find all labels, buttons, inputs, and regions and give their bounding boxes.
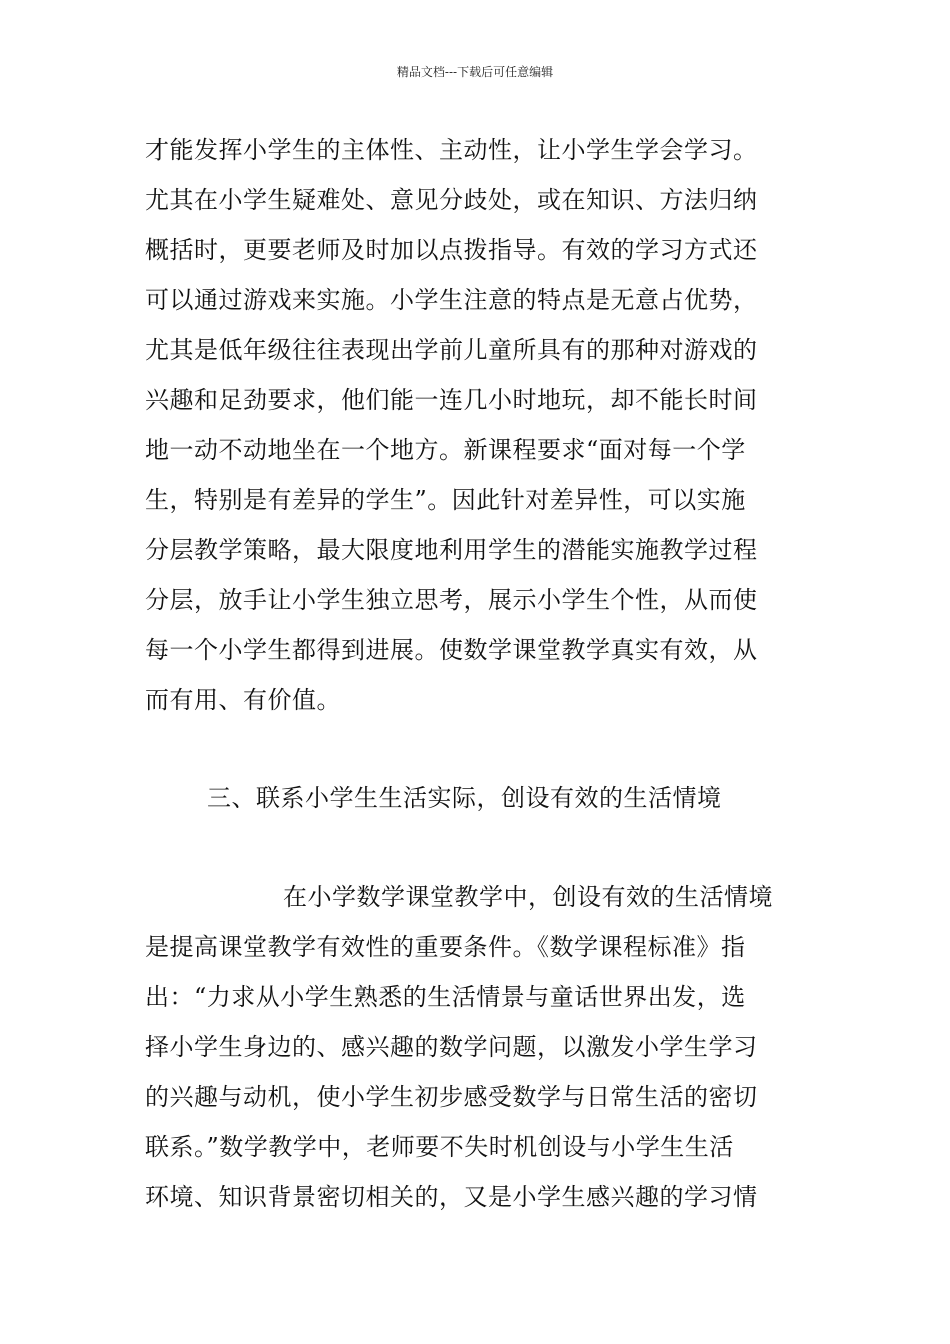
paragraph-line: 尤其是低年级往往表现出学前儿童所具有的那种对游戏的 (145, 336, 758, 364)
paragraph-line: 地一动不动地坐在一个地方。新课程要求“面对每一个学 (145, 436, 746, 464)
paragraph-line: 的兴趣与动机，使小学生初步感受数学与日常生活的密切 (145, 1083, 758, 1111)
paragraph-line: 才能发挥小学生的主体性、主动性，让小学生学会学习。 (145, 136, 758, 164)
section-heading: 三、联系小学生生活实际，创设有效的生活情境 (207, 784, 722, 812)
paragraph-line: 而有用、有价值。 (145, 686, 341, 714)
paragraph-line: 分层教学策略，最大限度地利用学生的潜能实施教学过程 (145, 536, 758, 564)
paragraph-line: 是提高课堂教学有效性的重要条件。《数学课程标准》指 (145, 933, 746, 961)
paragraph-line: 联系。”数学教学中，老师要不失时机创设与小学生生活 (145, 1133, 734, 1161)
paragraph-line: 分层，放手让小学生独立思考，展示小学生个性，从而使 (145, 586, 758, 614)
paragraph-line: 环境、知识背景密切相关的，又是小学生感兴趣的学习情 (145, 1183, 758, 1211)
paragraph-line: 在小学数学课堂教学中，创设有效的生活情境 (283, 883, 773, 911)
paragraph-line: 择小学生身边的、感兴趣的数学问题，以激发小学生学习 (145, 1033, 758, 1061)
paragraph-line: 生，特别是有差异的学生”。因此针对差异性，可以实施 (145, 486, 746, 514)
paragraph-line: 尤其在小学生疑难处、意见分歧处，或在知识、方法归纳 (145, 186, 758, 214)
paragraph-line: 概括时，更要老师及时加以点拨指导。有效的学习方式还 (145, 236, 758, 264)
paragraph-line: 每一个小学生都得到进展。使数学课堂教学真实有效，从 (145, 636, 758, 664)
paragraph-line: 兴趣和足劲要求，他们能一连几小时地玩，却不能长时间 (145, 386, 758, 414)
paragraph-line: 可以通过游戏来实施。小学生注意的特点是无意占优势， (145, 286, 758, 314)
paragraph-line: 出：“力求从小学生熟悉的生活情景与童话世界出发，选 (145, 983, 746, 1011)
page-header: 精品文档---下载后可任意编辑 (396, 65, 554, 79)
